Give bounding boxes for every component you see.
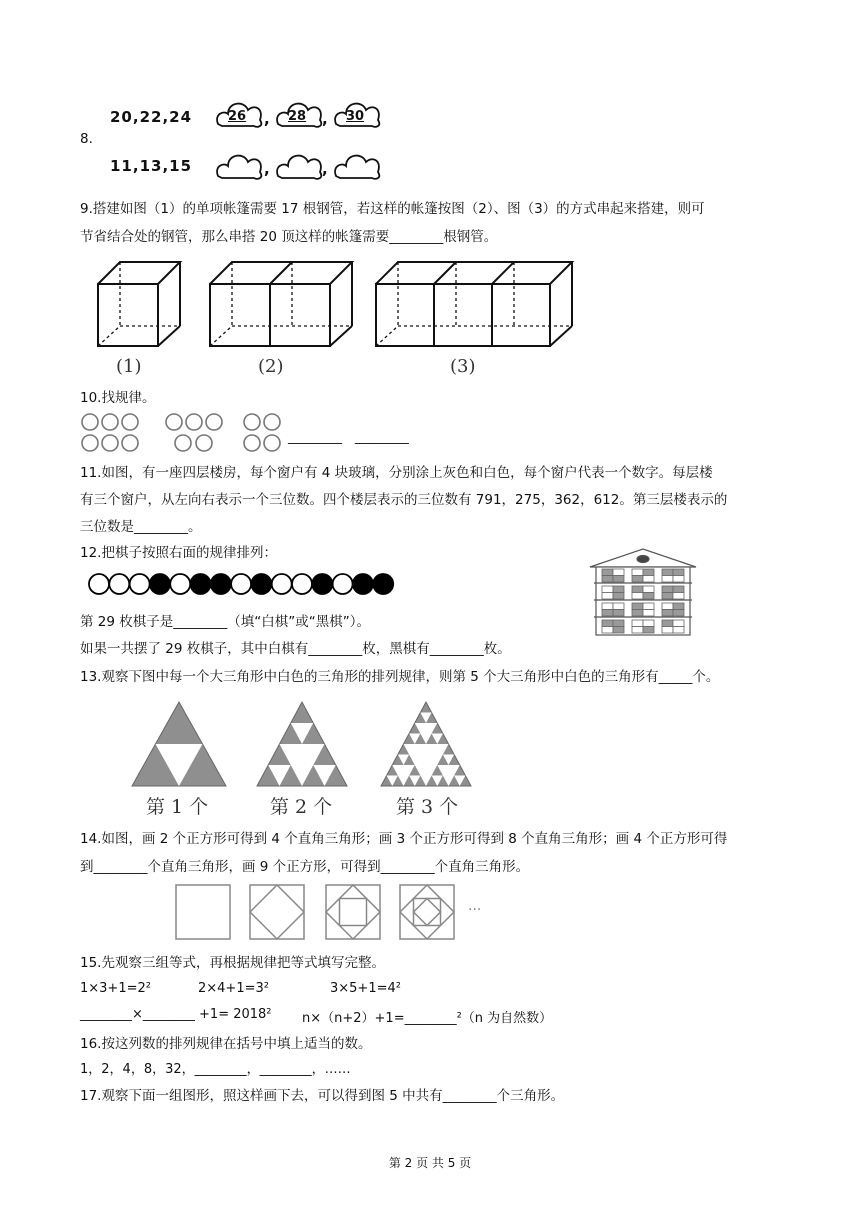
q15-equation-3: 3×5+1=4² <box>330 981 401 996</box>
white-chess-piece <box>292 574 312 594</box>
q9-caption-2: (2) <box>258 356 284 377</box>
q13-caption-1: 第 1 个 <box>146 796 209 818</box>
q10-blanks: ________ ________ <box>288 429 409 445</box>
black-chess-piece <box>373 574 393 594</box>
q13-line-1: 13.观察下图中每一个大三角形中白色的三角形的排列规律，则第 5 个大三角形中白色的三角形有_____个。 <box>80 669 720 685</box>
q8-sequence-2: 11,13,15 <box>110 157 193 175</box>
q15-line-1: 15.先观察三组等式，再根据规律把等式填写完整。 <box>80 955 385 971</box>
black-chess-piece <box>150 574 170 594</box>
black-chess-piece <box>191 574 211 594</box>
black-chess-piece <box>312 574 332 594</box>
q9-line-1: 9.搭建如图（1）的单项帐篷需要 17 根钢管，若这样的帐篷按图（2）、图（3）的方式串起来搭建，则可 <box>80 201 705 217</box>
q12-chess-pieces <box>88 572 394 598</box>
q15-line-4b: n×（n+2）+1=________²（n 为自然数） <box>302 1011 553 1026</box>
q14-line-1: 14.如图，画 2 个正方形可得到 4 个直角三角形；画 3 个正方形可得到 8 个直角三角形；画 4 个正方形可得 <box>80 831 728 847</box>
white-chess-piece <box>109 574 129 594</box>
q8-comma: , <box>322 110 329 128</box>
black-chess-piece <box>353 574 373 594</box>
q8-answer-30: 30 <box>346 109 365 124</box>
q8-comma: , <box>322 160 329 178</box>
q15-equation-1: 1×3+1=2² <box>80 981 151 996</box>
q12-line-1: 12.把棋子按照右面的规律排列： <box>80 545 277 561</box>
q8-sequence-1: 20,22,24 <box>110 108 193 126</box>
q11-building-illustration <box>588 547 698 637</box>
white-chess-piece <box>231 574 251 594</box>
black-chess-piece <box>211 574 231 594</box>
white-chess-piece <box>170 574 190 594</box>
q15-equation-2: 2×4+1=3² <box>198 981 269 996</box>
q8-answer-26: 26 <box>228 109 247 124</box>
q11-line-3: 三位数是________。 <box>80 519 202 535</box>
q10-title: 10.找规律。 <box>80 390 156 406</box>
white-chess-piece <box>333 574 353 594</box>
q9-tent-figures <box>90 256 590 356</box>
white-chess-piece <box>89 574 109 594</box>
q16-line-1: 16.按这列数的排列规律在括号中填上适当的数。 <box>80 1036 372 1052</box>
white-chess-piece <box>272 574 292 594</box>
q12-line-2: 第 29 枚棋子是________（填“白棋”或“黑棋”）。 <box>80 614 370 630</box>
q9-caption-3: (3) <box>450 356 476 377</box>
q15-line-4a: ________×________ +1= 2018² <box>80 1007 272 1022</box>
q8-answer-28: 28 <box>288 109 307 124</box>
q10-circle-groups <box>80 412 300 454</box>
q9-line-2: 节省结合处的钢管，那么串搭 20 顶这样的帐篷需要________根钢管。 <box>80 229 498 245</box>
q14-line-2: 到________个直角三角形，画 9 个正方形，可得到________个直角三角形。 <box>80 859 530 875</box>
q8-comma: , <box>264 160 271 178</box>
q13-caption-3: 第 3 个 <box>396 796 459 818</box>
q8-comma: , <box>264 110 271 128</box>
white-chess-piece <box>130 574 150 594</box>
black-chess-piece <box>251 574 271 594</box>
q14-ellipsis: ··· <box>468 902 482 918</box>
q14-square-figures <box>174 883 474 943</box>
q11-line-2: 有三个窗户，从左向右表示一个三位数。四个楼层表示的三位数有 791，275，362，612。第三层楼表示的 <box>80 492 728 508</box>
q8-clouds-row2 <box>214 148 394 184</box>
q8-number: 8. <box>80 131 93 147</box>
q17-line-1: 17.观察下面一组图形，照这样画下去，可以得到图 5 中共有________个三角形。 <box>80 1088 565 1104</box>
q16-line-2: 1，2，4，8，32，________，________，…… <box>80 1062 351 1077</box>
q12-line-3: 如果一共摆了 29 枚棋子，其中白棋有________枚，黑棋有________枚。 <box>80 641 511 657</box>
page-footer: 第 2 页 共 5 页 <box>388 1156 472 1170</box>
q9-caption-1: (1) <box>116 356 142 377</box>
q13-caption-2: 第 2 个 <box>270 796 333 818</box>
q13-triangle-figures <box>130 700 480 790</box>
q11-line-1: 11.如图，有一座四层楼房，每个窗户有 4 块玻璃，分别涂上灰色和白色，每个窗户代表一个数字。每层楼 <box>80 465 713 481</box>
